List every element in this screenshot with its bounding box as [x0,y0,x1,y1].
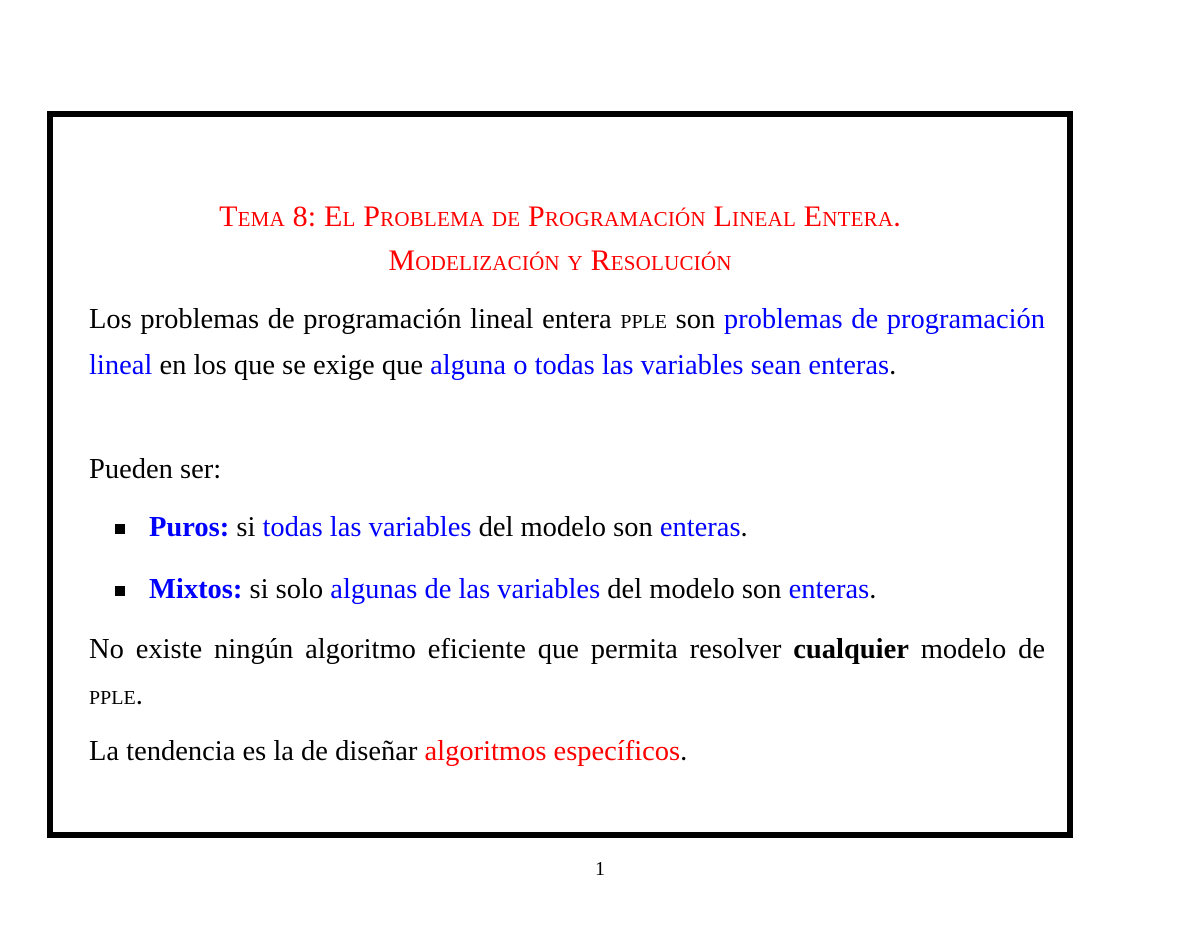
square-bullet-icon [115,524,125,534]
para1-text-4: . [889,350,897,381]
para1-text-3: en los que se exige que [152,350,431,381]
bullet-text-1: si solo [242,574,331,605]
bullet-text-3: . [869,574,877,605]
list-item [111,567,1031,613]
para1-text-1: Los problemas de programación lineal entera [89,304,621,335]
para1-acronym: pple [620,304,668,335]
bullet-text-3: . [740,512,748,543]
bullet-text-2: del modelo son [600,574,789,605]
title-line-2: Modelización y Resolución [388,244,732,277]
bullet-list-puros [111,505,1031,551]
para3-bold: cualquier [793,634,909,665]
para1-text-2: son [667,304,724,335]
list-item [111,505,1031,551]
bullet-text-1: si [229,512,263,543]
bullet-highlight-1: algunas de las variables [330,574,601,605]
bullet-label: Puros: [149,512,230,543]
para3-text-2: modelo de [908,634,1045,665]
title-line-1: Tema 8: El Problema de Programación Lineal Entera. [219,200,901,233]
para1-highlight-1: problemas de programación lineal [89,304,1046,381]
square-bullet-icon [115,586,125,596]
slide-frame [47,111,1073,838]
bullet-highlight-2: enteras [659,512,741,543]
paragraph-types-intro: Pueden ser: [89,454,222,485]
para3-text-3: . [135,680,143,711]
paragraph-no-algorithm [89,627,1045,719]
bullet-highlight-2: enteras [788,574,870,605]
para3-acronym: pple [89,680,136,711]
paragraph-definition [89,297,1045,389]
para4-text-1: La tendencia es la de diseñar [89,736,425,767]
para4-text-2: . [680,736,688,767]
page-number: 1 [595,858,605,880]
slide-title [53,195,1067,283]
para1-highlight-2: alguna o todas las variables sean enteras [430,350,890,381]
bullet-list-mixtos [111,567,1031,613]
para4-highlight: algoritmos específicos [424,736,681,767]
bullet-highlight-1: todas las variables [262,512,472,543]
paragraph-trend [89,729,1045,775]
bullet-label: Mixtos: [149,574,243,605]
bullet-text-2: del modelo son [471,512,660,543]
para3-text-1: No existe ningún algoritmo eficiente que permita resolver [89,634,794,665]
